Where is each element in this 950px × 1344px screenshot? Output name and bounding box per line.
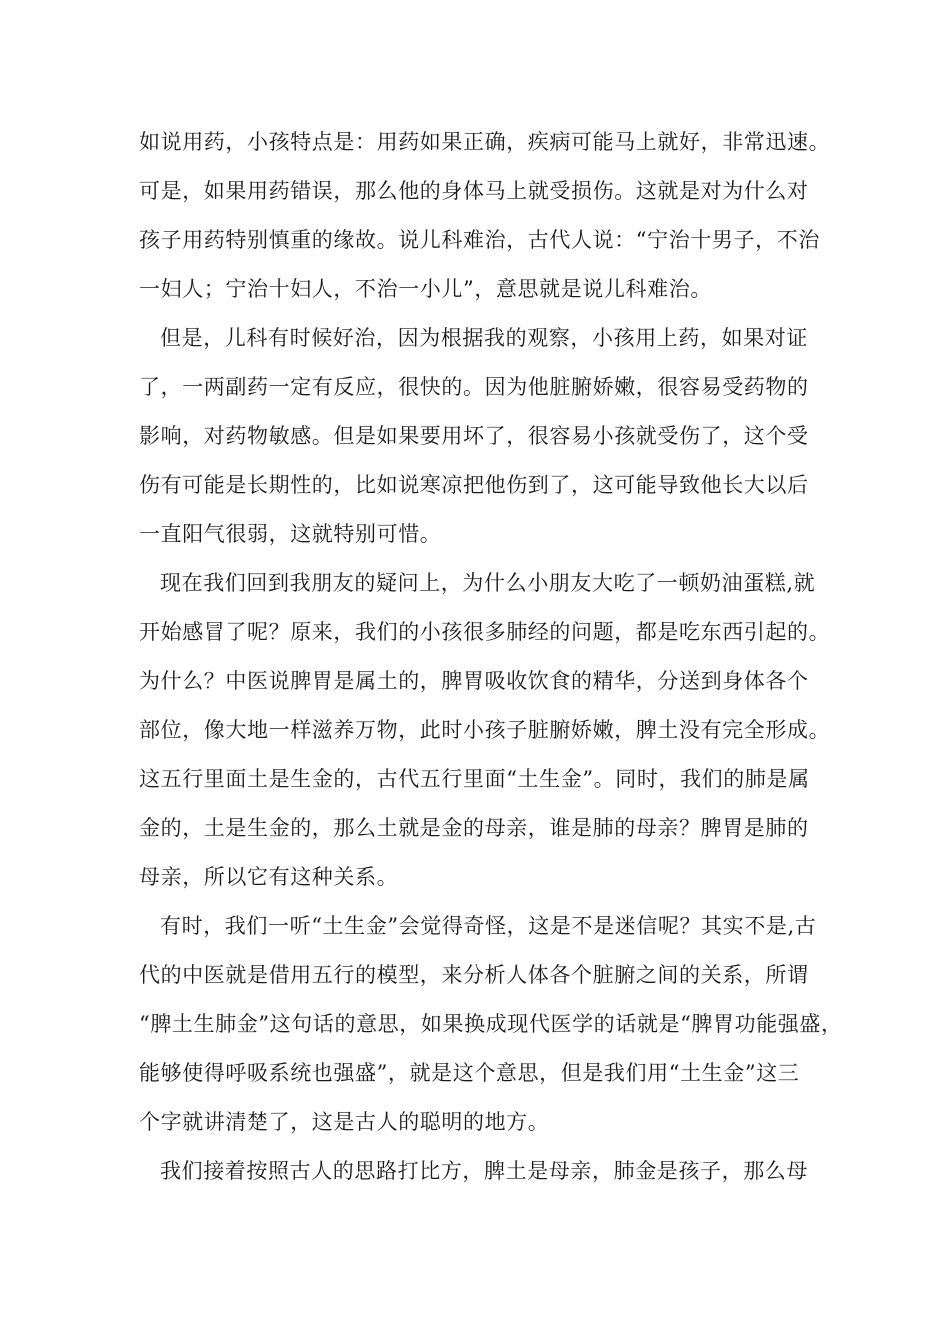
text-line: 一直阳气很弱，这就特别可惜。 bbox=[139, 522, 442, 546]
paragraph-3 bbox=[139, 559, 831, 902]
text-line: 个字就讲清楚了，这是古人的聪明的地方。 bbox=[139, 1110, 550, 1134]
text-line: 这五行里面土是生金的，古代五行里面“土生金”。同时，我们的肺是属 bbox=[139, 767, 810, 791]
text-line: 如说用药，小孩特点是：用药如果正确，疾病可能马上就好，非常迅速。 bbox=[139, 130, 831, 154]
text-line: 为什么？中医说脾胃是属土的，脾胃吸收饮食的精华，分送到身体各个 bbox=[139, 669, 809, 693]
text-line: 一妇人；宁治十妇人，不治一小儿”，意思就是说儿科难治。 bbox=[139, 277, 712, 301]
text-line: 现在我们回到我朋友的疑问上，为什么小朋友大吃了一顿奶油蛋糕,就 bbox=[160, 571, 816, 595]
text-line: 伤有可能是长期性的，比如说寒凉把他伤到了，这可能导致他长大以后 bbox=[139, 473, 809, 497]
text-line: 了，一两副药一定有反应，很快的。因为他脏腑娇嫩，很容易受药物的 bbox=[139, 375, 809, 399]
text-line: 部位，像大地一样滋养万物，此时小孩子脏腑娇嫩，脾土没有完全形成。 bbox=[139, 718, 831, 742]
text-line: 但是，儿科有时候好治，因为根据我的观察，小孩用上药，如果对证 bbox=[160, 326, 808, 350]
text-line: 我们接着按照古人的思路打比方，脾土是母亲，肺金是孩子，那么母 bbox=[160, 1159, 808, 1183]
text-line: 可是，如果用药错误，那么他的身体马上就受损伤。这就是对为什么对 bbox=[139, 179, 809, 203]
text-line: 孩子用药特别慎重的缘故。说儿科难治，古代人说：“宁治十男子，不治 bbox=[139, 228, 820, 252]
paragraph-1 bbox=[139, 118, 831, 314]
paragraph-5 bbox=[139, 1147, 819, 1196]
text-line: 开始感冒了呢？原来，我们的小孩很多肺经的问题，都是吃东西引起的。 bbox=[139, 620, 831, 644]
text-line: 母亲，所以它有这种关系。 bbox=[139, 865, 399, 889]
text-line: 能够使得呼吸系统也强盛”，就是这个意思，但是我们用“土生金”这三 bbox=[139, 1061, 800, 1085]
text-line: 影响，对药物敏感。但是如果要用坏了，很容易小孩就受伤了，这个受 bbox=[139, 424, 809, 448]
text-line: 代的中医就是借用五行的模型，来分析人体各个脏腑之间的关系，所谓 bbox=[139, 963, 809, 987]
text-line: 金的，土是生金的，那么土就是金的母亲，谁是肺的母亲？脾胃是肺的 bbox=[139, 816, 809, 840]
text-line: 有时，我们一听“土生金”会觉得奇怪，这是不是迷信呢？其实不是,古 bbox=[160, 914, 817, 938]
paragraph-2 bbox=[139, 314, 819, 559]
text-line: “脾土生肺金”这句话的意思，如果换成现代医学的话就是“脾胃功能强盛， bbox=[139, 1012, 843, 1036]
paragraph-4 bbox=[139, 902, 843, 1147]
document-body bbox=[139, 118, 843, 1196]
